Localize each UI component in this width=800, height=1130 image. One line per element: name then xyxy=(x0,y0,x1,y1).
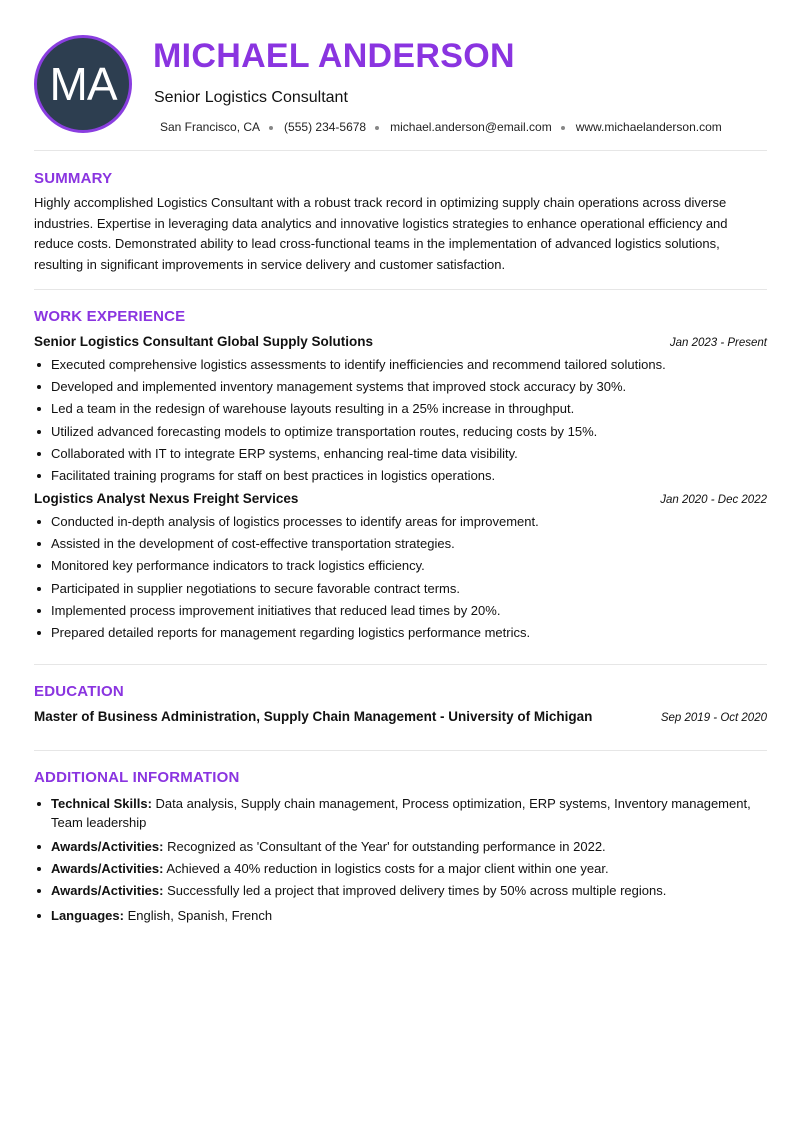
experience-section xyxy=(34,290,767,642)
list-item: Monitored key performance indicators to track logistics efficiency. xyxy=(34,556,767,575)
job-entry xyxy=(34,491,767,642)
list-item: Conducted in-depth analysis of logistics processes to identify areas for improvement. xyxy=(34,512,767,531)
list-item: Facilitated training programs for staff on best practices in logistics operations. xyxy=(34,466,767,485)
education-dates: Sep 2019 - Oct 2020 xyxy=(660,711,767,724)
resume-page xyxy=(34,0,767,928)
list-item: Led a team in the redesign of warehouse layouts resulting in a 25% increase in throughput. xyxy=(34,399,767,418)
item-label: Awards/Activities: xyxy=(51,861,164,877)
job-bullets xyxy=(34,512,767,642)
contact-email[interactable]: michael.anderson@email.com xyxy=(390,120,552,134)
job-entry xyxy=(34,334,767,485)
avatar-initials: MA xyxy=(49,58,117,110)
contact-info xyxy=(160,120,722,134)
degree: Master of Business Administration, Supply Chain Management - University of Michigan xyxy=(34,708,593,724)
additional-list xyxy=(34,794,767,925)
list-item: Prepared detailed reports for management regarding logistics performance metrics. xyxy=(34,623,767,642)
list-item: Participated in supplier negotiations to secure favorable contract terms. xyxy=(34,579,767,598)
job-title: Senior Logistics Consultant Global Supply Solutions xyxy=(34,334,374,349)
list-item xyxy=(34,859,767,878)
item-text: English, Spanish, French xyxy=(123,908,273,924)
list-item xyxy=(34,881,767,900)
list-item: Executed comprehensive logistics assessments to identify inefficiencies and recommend tailored solutions. xyxy=(34,355,767,374)
summary-section xyxy=(34,151,767,275)
avatar xyxy=(34,35,132,133)
summary-text: Highly accomplished Logistics Consultant with a robust track record in optimizing supply chain operations across diverse industries. Expertise in leveraging data analytics and innovative logistics strategies to enhance operational efficiency and reduce costs. Demonstrated ability to lead cross-functional teams in the implementation of advanced logistics solutions, resulting in significant improvements in service delivery and customer satisfaction. xyxy=(34,195,728,272)
item-text: Successfully led a project that improved delivery times by 50% across multiple regions. xyxy=(163,883,667,899)
education-section xyxy=(34,665,767,724)
list-item: Implemented process improvement initiatives that reduced lead times by 20%. xyxy=(34,601,767,620)
item-text: Recognized as 'Consultant of the Year' for outstanding performance in 2022. xyxy=(163,838,606,854)
contact-location: San Francisco, CA xyxy=(160,120,261,134)
list-item xyxy=(34,794,767,832)
additional-section xyxy=(34,751,767,925)
job-dates: Jan 2023 - Present xyxy=(669,337,767,349)
job-dates: Jan 2020 - Dec 2022 xyxy=(660,493,767,506)
list-item xyxy=(34,837,767,856)
list-item: Collaborated with IT to integrate ERP systems, enhancing real-time data visibility. xyxy=(34,444,767,463)
section-heading-additional: ADDITIONAL INFORMATION xyxy=(34,768,240,786)
candidate-title: Senior Logistics Consultant xyxy=(154,89,348,106)
separator-dot-icon xyxy=(561,126,565,130)
list-item: Utilized advanced forecasting models to optimize transportation routes, reducing costs by 15%. xyxy=(34,422,767,441)
separator-dot-icon xyxy=(269,126,273,130)
item-label: Awards/Activities: xyxy=(51,838,164,854)
list-item xyxy=(34,906,767,925)
section-heading-education: EDUCATION xyxy=(34,682,124,700)
separator-dot-icon xyxy=(375,126,379,130)
resume-header xyxy=(34,0,767,150)
item-text: Data analysis, Supply chain management, Process optimization, ERP systems, Inventory management, Team leadership xyxy=(51,795,751,830)
item-label: Languages: xyxy=(51,908,124,924)
item-label: Technical Skills: xyxy=(51,795,152,811)
section-heading-summary: SUMMARY xyxy=(34,170,113,187)
list-item: Assisted in the development of cost-effective transportation strategies. xyxy=(34,534,767,553)
section-heading-experience: WORK EXPERIENCE xyxy=(34,308,186,325)
list-item: Developed and implemented inventory management systems that improved stock accuracy by 30%. xyxy=(34,377,767,396)
contact-website[interactable]: www.michaelanderson.com xyxy=(575,120,722,134)
candidate-name: MICHAEL ANDERSON xyxy=(153,37,515,75)
job-bullets xyxy=(34,355,767,485)
contact-phone: (555) 234-5678 xyxy=(284,120,367,134)
item-label: Awards/Activities: xyxy=(51,883,164,899)
item-text: Achieved a 40% reduction in logistics costs for a major client within one year. xyxy=(163,861,609,877)
job-title: Logistics Analyst Nexus Freight Services xyxy=(34,490,299,506)
